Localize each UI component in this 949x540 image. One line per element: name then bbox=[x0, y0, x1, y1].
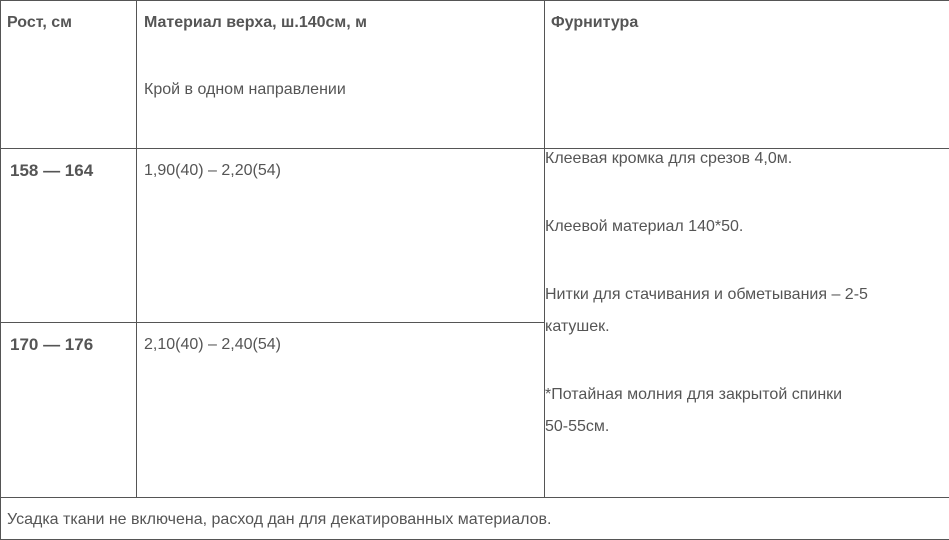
fitting-zipper: *Потайная молния для закрытой спинки bbox=[545, 385, 949, 405]
header-fabric-note: Крой в одном направлении bbox=[137, 33, 544, 100]
header-height: Рост, см bbox=[1, 1, 136, 33]
fabric-cell bbox=[137, 323, 545, 498]
height-range: 170 — 176 bbox=[1, 323, 136, 355]
fabric-consumption: 1,90(40) – 2,20(54) bbox=[137, 149, 544, 181]
height-cell bbox=[1, 323, 137, 498]
height-range: 158 — 164 bbox=[1, 149, 136, 181]
header-fabric-cell bbox=[137, 1, 545, 149]
fabric-cell bbox=[137, 149, 545, 323]
header-fabric: Материал верха, ш.140см, м bbox=[137, 1, 544, 33]
fitting-interfacing: Клеевой материал 140*50. bbox=[545, 217, 949, 237]
fitting-thread-cont: катушек. bbox=[545, 317, 949, 337]
header-height-cell bbox=[1, 1, 137, 149]
table-header-row bbox=[1, 1, 949, 149]
fitting-edge-tape: Клеевая кромка для срезов 4,0м. bbox=[545, 149, 949, 169]
fittings-cell bbox=[545, 149, 949, 498]
header-fittings-cell bbox=[545, 1, 949, 149]
footer-note: Усадка ткани не включена, расход дан для декатированных материалов. bbox=[1, 498, 949, 530]
height-cell bbox=[1, 149, 137, 323]
fitting-thread: Нитки для стачивания и обметывания – 2-5 bbox=[545, 285, 949, 305]
fabric-consumption: 2,10(40) – 2,40(54) bbox=[137, 323, 544, 355]
header-fittings: Фурнитура bbox=[545, 1, 949, 33]
footer-cell bbox=[1, 498, 949, 540]
table-row bbox=[1, 149, 949, 323]
fitting-zipper-cont: 50-55см. bbox=[545, 417, 949, 437]
table-footer-row bbox=[1, 498, 949, 540]
